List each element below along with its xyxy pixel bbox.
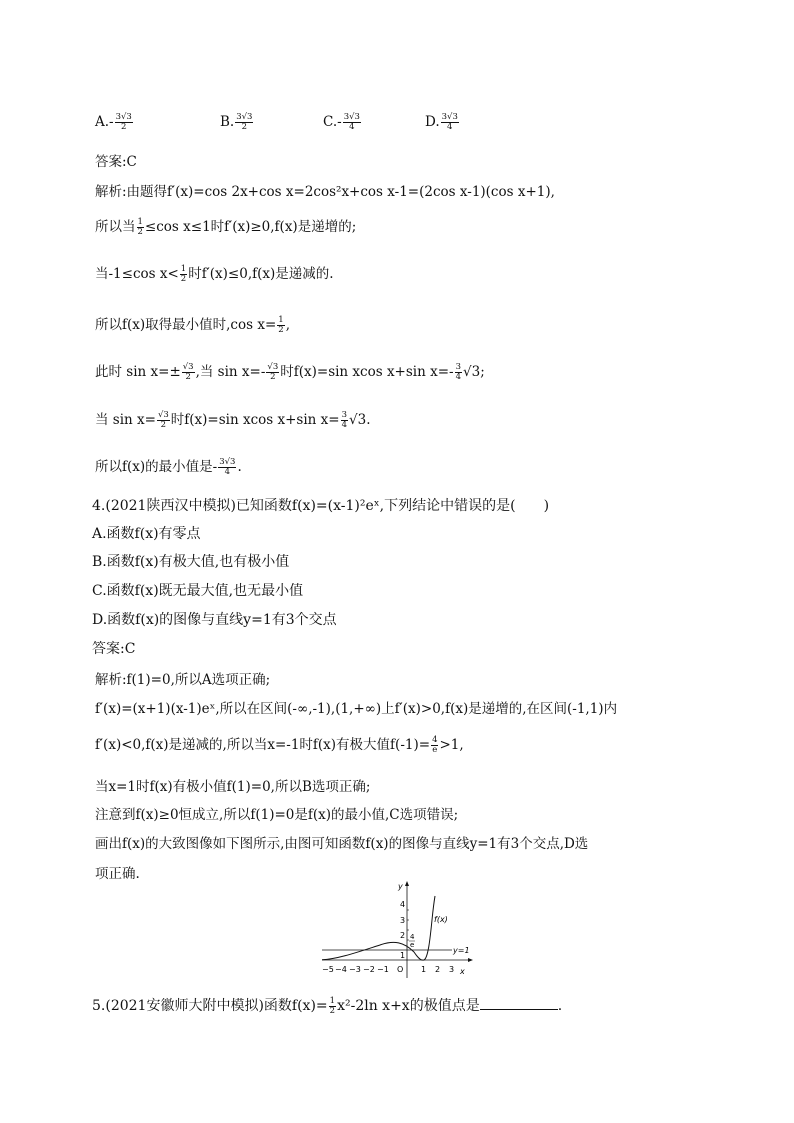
curve-label: f(x) (434, 915, 448, 924)
function-graph (318, 880, 478, 980)
solution-q3-line3: 当-1≤cos x< $\frac{1}{2}$ 时f′(x)≤0,f(x)是递减的. (95, 264, 334, 284)
solution-q4-line1: 解析:f(1)=0,所以A选项正确; (95, 672, 271, 688)
y-tick-4: 4 (400, 900, 406, 909)
solution-q4-line5: 注意到f(x)≥0恒成立,所以f(1)=0是f(x)的最小值,C选项错误; (95, 807, 459, 823)
answer-blank[interactable] (480, 997, 558, 1010)
solution-q4-line7: 项正确. (95, 866, 140, 882)
x-tick-3: 3 (449, 965, 455, 974)
max-value-numerator: 4 (410, 933, 415, 941)
question-4-option-d: D.函数f(x)的图像与直线y=1有3个交点 (92, 612, 337, 628)
x-axis-label: x (460, 967, 465, 976)
option-d: D. $\frac{3√3}{4}$ (425, 112, 458, 132)
question-4-option-a: A.函数f(x)有零点 (92, 526, 201, 542)
x-tick-neg2: −2 (363, 965, 375, 974)
x-tick-neg3: −3 (349, 965, 361, 974)
solution-q4-line4: 当x=1时f(x)有极小值f(1)=0,所以B选项正确; (95, 779, 371, 795)
y-tick-2: 2 (400, 931, 406, 940)
y-axis-arrow (405, 881, 409, 886)
x-tick-2: 2 (435, 965, 441, 974)
answer-q3: 答案:C (95, 154, 137, 170)
max-value-denominator: e (410, 941, 415, 949)
x-axis-arrow (468, 958, 473, 962)
option-b: B. $\frac{3√3}{2}$ (220, 112, 253, 132)
question-5: 5.(2021安徽师大附中模拟)函数f(x)= $\frac{1}{2}$ x²-2ln x+x的极值点是 . (92, 995, 563, 1016)
solution-q3-line1: 解析:由题得f′(x)=cos 2x+cos x=2cos²x+cos x-1=(2cos x-1)(cos x+1), (95, 184, 555, 200)
option-c: C.- $\frac{3√3}{4}$ (323, 112, 360, 132)
question-4-title: 4.(2021陕西汉中模拟)已知函数f(x)=(x-1)²eˣ,下列结论中错误的是( ) (92, 498, 550, 514)
solution-q4-line3: f′(x)<0,f(x)是递减的,所以当x=-1时f(x)有极大值f(-1)= $\frac{4}{e}$ >1, (95, 735, 464, 755)
x-tick-1: 1 (421, 965, 427, 974)
y-axis-label: y (398, 882, 403, 891)
answer-q4: 答案:C (92, 641, 136, 657)
line-y-equals-1-label: y=1 (453, 946, 470, 955)
solution-q3-line4: 所以f(x)取得最小值时,cos x= $\frac{1}{2}$ , (95, 315, 290, 335)
solution-q3-line7: 所以f(x)的最小值是- $\frac{3√3}{4}$ . (95, 457, 242, 477)
solution-q4-line6: 画出f(x)的大致图像如下图所示,由图可知函数f(x)的图像与直线y=1有3个交点,D选 (95, 836, 589, 852)
option-a: A.- $\frac{3√3}{2}$ (95, 112, 132, 132)
x-tick-origin: O (397, 965, 404, 974)
x-tick-neg1: −1 (377, 965, 389, 974)
solution-q3-line5: 此时 sin x=± $\frac{√3}{2}$ ,当 sin x=- $\frac{√3}{2}$ 时f(x)=sin xcos x+sin x=- $\frac{3}{4}$ √3; (95, 362, 485, 382)
y-tick-1: 1 (400, 951, 406, 960)
solution-q3-line2: 所以当 $\frac{1}{2}$ ≤cos x≤1时f′(x)≥0,f(x)是递增的; (95, 217, 357, 237)
function-curve (322, 896, 435, 960)
x-tick-neg5: −5 (322, 965, 334, 974)
x-tick-neg4: −4 (335, 965, 347, 974)
solution-q3-line6: 当 sin x= $\frac{√3}{2}$ 时f(x)=sin xcos x+sin x= $\frac{3}{4}$ √3. (95, 410, 371, 430)
solution-q4-line2: f′(x)=(x+1)(x-1)eˣ,所以在区间(-∞,-1),(1,+∞)上f′(x)>0,f(x)是递增的,在区间(-1,1)内 (95, 701, 618, 717)
y-tick-3: 3 (400, 916, 406, 925)
question-4-option-b: B.函数f(x)有极大值,也有极小值 (92, 554, 290, 570)
question-4-option-c: C.函数f(x)既无最大值,也无最小值 (92, 583, 304, 599)
